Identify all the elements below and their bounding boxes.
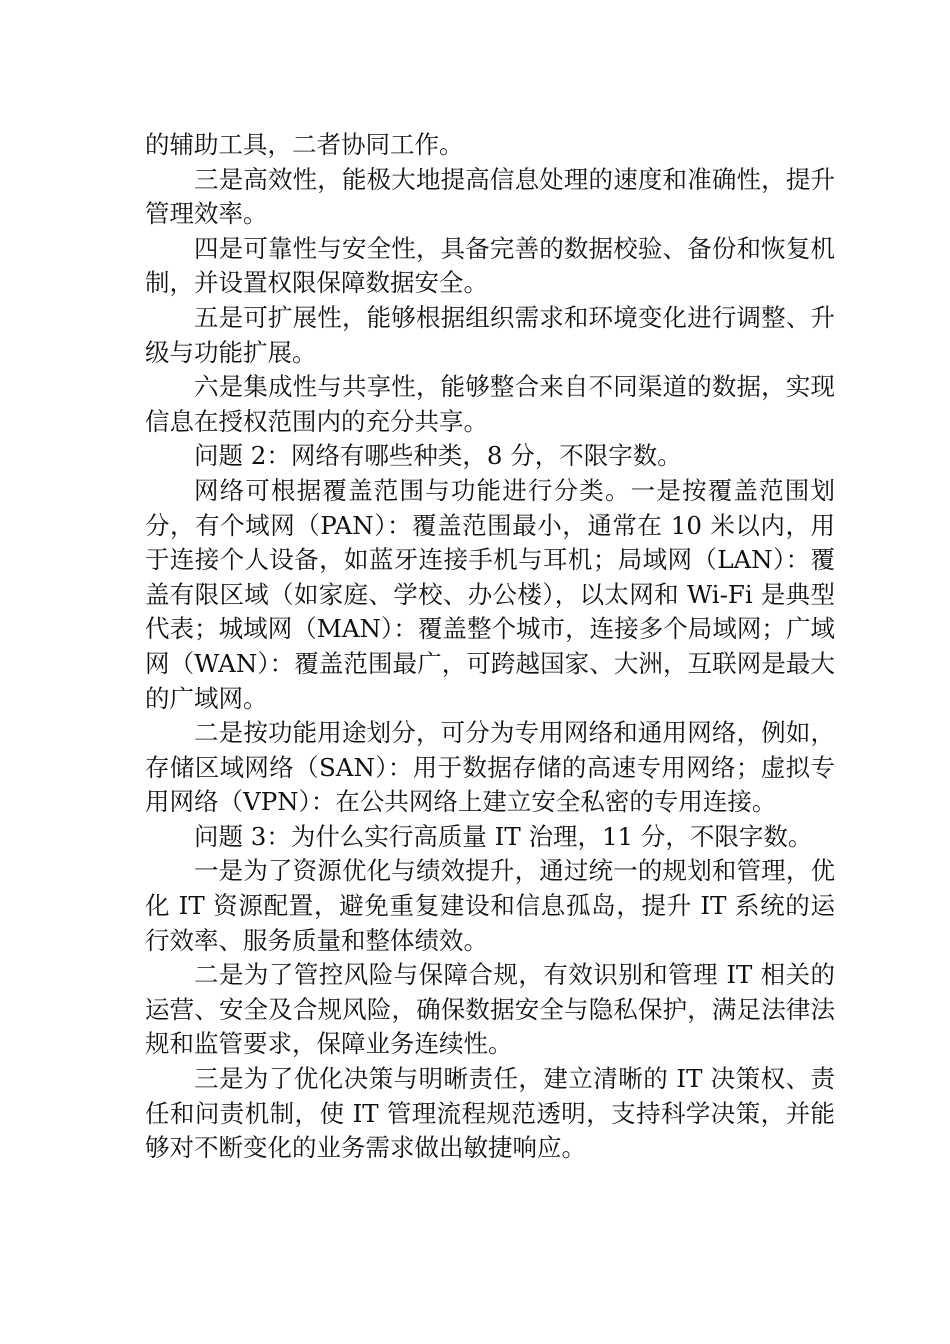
paragraph-network-by-function: 二是按功能用途划分，可分为专用网络和通用网络，例如，存储区域网络（SAN）：用于数据存储的高速专用网络；虚拟专用网络（VPN）：在公共网络上建立安全私密的专用连接。 <box>145 718 835 817</box>
paragraph-continuation: 的辅助工具，二者协同工作。 <box>145 130 464 159</box>
paragraph-scalability: 五是可扩展性，能够根据组织需求和环境变化进行调整、升级与功能扩展。 <box>145 302 835 367</box>
paragraph-reliability-security: 四是可靠性与安全性，具备完善的数据校验、备份和恢复机制，并设置权限保障数据安全。 <box>145 233 835 298</box>
question-3-heading: 问题 3：为什么实行高质量 IT 治理，11 分，不限字数。 <box>194 821 813 851</box>
paragraph-integration-sharing: 六是集成性与共享性，能够整合来自不同渠道的数据，实现信息在授权范围内的充分共享。 <box>145 372 835 436</box>
paragraph-network-by-coverage: 网络可根据覆盖范围与功能进行分类。一是按覆盖范围划分，有个域网（PAN）：覆盖范围最小，通常在 10 米以内，用于连接个人设备，如蓝牙连接手机与耳机；局域网（LAN）：覆盖有限区域（如家庭、学校、办公楼），以太网和 Wi-Fi 是典型代表；城域网（MAN）：覆盖整个城市，连接多个局域网；广域网（WAN）：覆盖范围最广，可跨越国家、大洲，互联网是最大的广域网。 <box>145 475 835 713</box>
paragraph-decision-accountability: 三是为了优化决策与明晰责任，建立清晰的 IT 决策权、责任和问责机制，使 IT 管理流程规范透明，支持科学决策，并能够对不断变化的业务需求做出敏捷响应。 <box>145 1064 835 1163</box>
paragraph-resource-optimization: 一是为了资源优化与绩效提升，通过统一的规划和管理，优化 IT 资源配置，避免重复建设和信息孤岛，提升 IT 系统的运行效率、服务质量和整体绩效。 <box>145 856 835 955</box>
question-2-heading: 问题 2：网络有哪些种类，8 分，不限字数。 <box>194 441 682 471</box>
paragraph-risk-compliance: 二是为了管控风险与保障合规，有效识别和管理 IT 相关的运营、安全及合规风险，确保数据安全与隐私保护，满足法律法规和监管要求，保障业务连续性。 <box>145 960 835 1059</box>
paragraph-efficiency: 三是高效性，能极大地提高信息处理的速度和准确性，提升管理效率。 <box>145 164 835 229</box>
document-body <box>145 128 835 1166</box>
